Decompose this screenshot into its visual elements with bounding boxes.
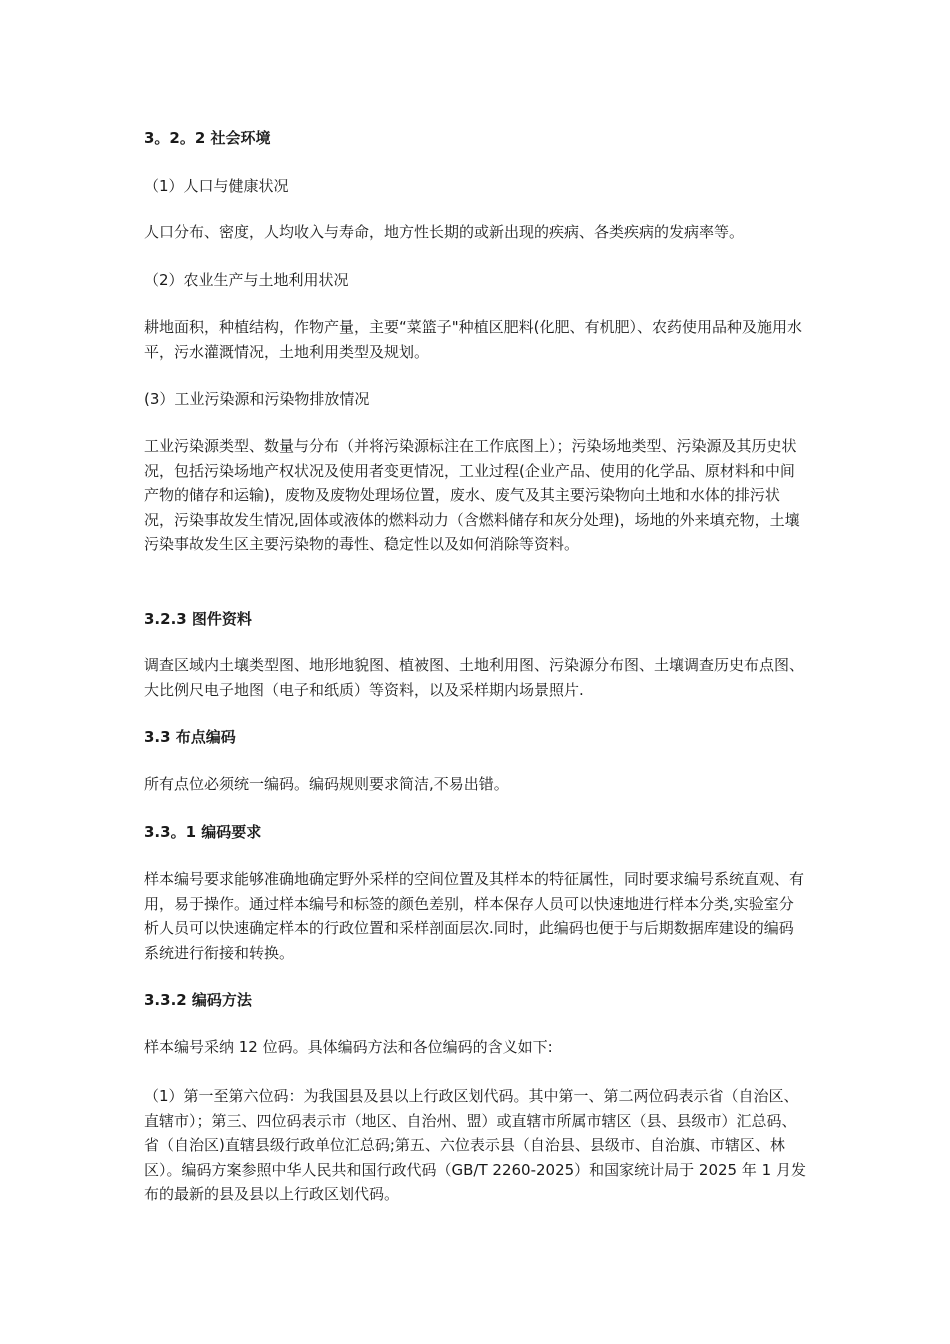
heading-3-2-3: 3.2.3 图件资料 <box>144 610 252 628</box>
paragraph-3-3: 所有点位必须统一编码。编码规则要求简洁,不易出错。 <box>144 775 509 793</box>
heading-3-3-2: 3.3.2 编码方法 <box>144 991 252 1009</box>
paragraph-3-3-1: 样本编号要求能够准确地确定野外采样的空间位置及其样本的特征属性，同时要求编号系统直观、有用，易于操作。通过样本编号和标签的颜色差别，样本保存人员可以快速地进行样本分类,实验室分析人员可以快速确定样本的行政位置和采样剖面层次.同时，此编码也便于与后期数据库建设的编码系统进行衔接和转换。 <box>144 870 805 962</box>
item2-title: （2）农业生产与土地利用状况 <box>144 271 349 289</box>
heading-3-3-1: 3.3。1 编码要求 <box>144 823 262 841</box>
item2-text: 耕地面积，种植结构，作物产量，主要“菜篮子"种植区肥料(化肥、有机肥）、农药使用品种及施用水平，污水灌溉情况，土地利用类型及规划。 <box>144 318 803 361</box>
item1-title: （1）人口与健康状况 <box>144 177 289 195</box>
heading-3-3: 3.3 布点编码 <box>144 728 236 746</box>
paragraph-3-3-2-item1: （1）第一至第六位码：为我国县及县以上行政区划代码。其中第一、第二两位码表示省（自治区、直辖市）；第三、四位码表示市（地区、自治州、盟）或直辖市所属市辖区（县、县级市）汇总码、省（自治区)直辖县级行政单位汇总码;第五、六位表示县（自治县、县级市、自治旗、市辖区、林区）。编码方案参照中华人民共和国行政代码（GB/T 2260-2025）和国家统计局于 2025 年 1 月发布的最新的县及县以上行政区划代码。 <box>144 1087 806 1203</box>
heading-3-2-2: 3。2。2 社会环境 <box>144 129 271 147</box>
item1-text: 人口分布、密度，人均收入与寿命，地方性长期的或新出现的疾病、各类疾病的发病率等。 <box>144 223 745 241</box>
item3-title: (3）工业污染源和污染物排放情况 <box>144 390 370 408</box>
paragraph-3-3-2: 样本编号采纳 12 位码。具体编码方法和各位编码的含义如下: <box>144 1038 553 1056</box>
paragraph-3-2-3: 调查区域内土壤类型图、地形地貌图、植被图、土地利用图、污染源分布图、土壤调查历史布点图、大比例尺电子地图（电子和纸质）等资料，以及采样期内场景照片. <box>144 656 805 699</box>
item3-text: 工业污染源类型、数量与分布（并将污染源标注在工作底图上）；污染场地类型、污染源及其历史状况，包括污染场地产权状况及使用者变更情况，工业过程(企业产品、使用的化学品、原材料和中间产物的储存和运输)，废物及废物处理场位置，废水、废气及其主要污染物向土地和水体的排污状况，污染事故发生情况,固体或液体的燃料动力（含燃料储存和灰分处理)，场地的外来填充物，土壤污染事故发生区主要污染物的毒性、稳定性以及如何消除等资料。 <box>144 437 800 553</box>
